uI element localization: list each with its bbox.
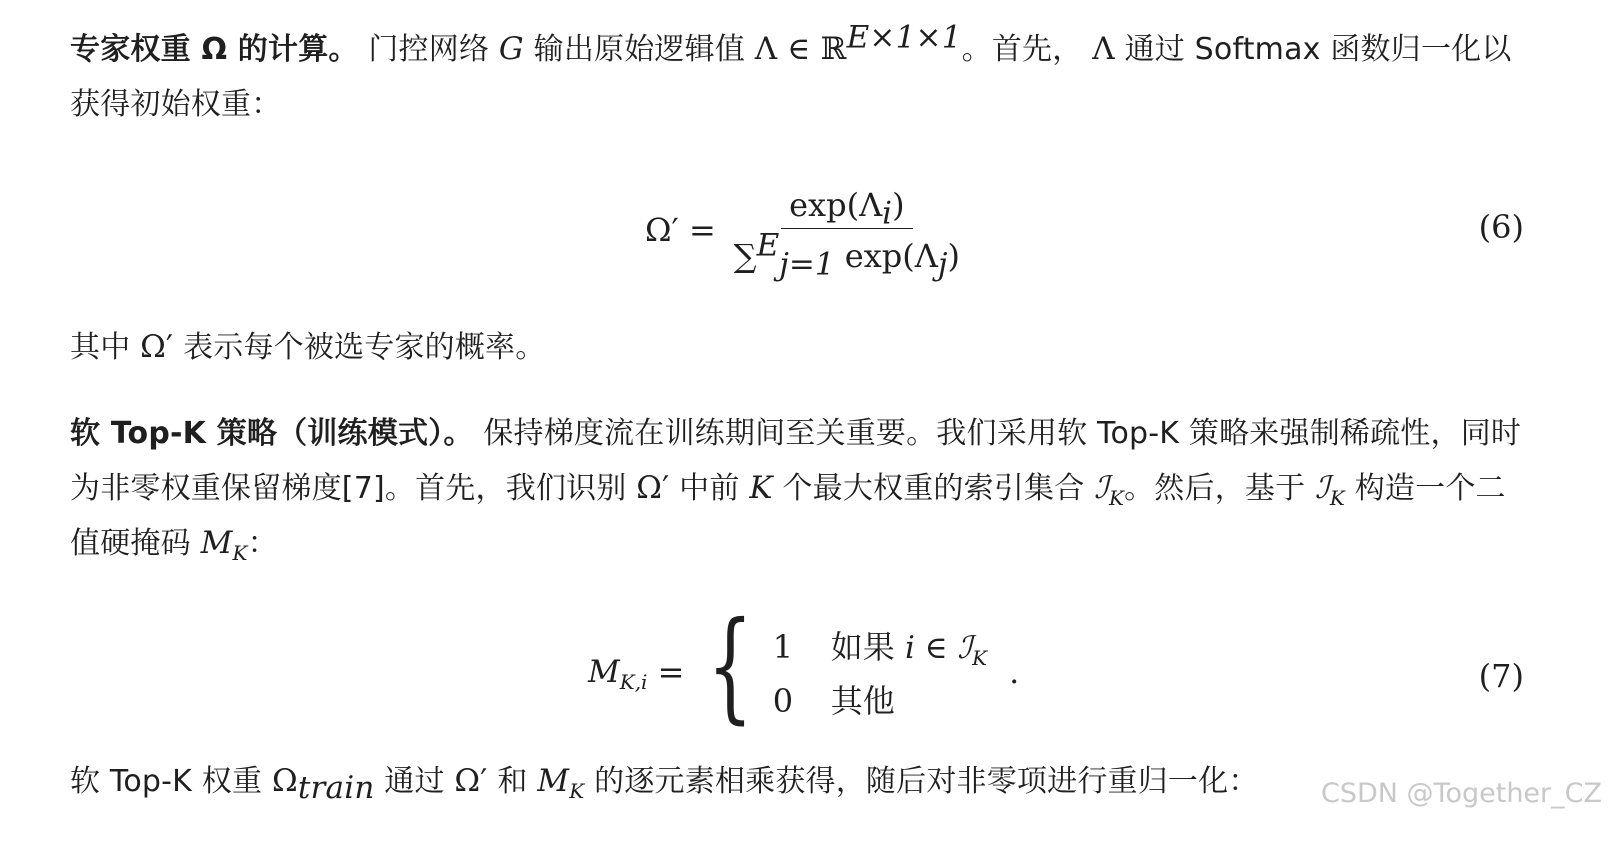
fraction-numerator <box>781 186 912 229</box>
equation-6 <box>70 170 1530 290</box>
sum-symbol: ∑ <box>733 236 757 275</box>
math-superscript: E <box>756 226 780 263</box>
math-symbol: ℐ <box>1315 470 1330 506</box>
text-segment: 门控网络 <box>368 32 490 67</box>
math-symbol: ℐ <box>1094 470 1109 506</box>
math-symbol <box>1315 470 1345 511</box>
paragraph-soft-topk <box>70 406 1530 571</box>
case-value: 0 <box>772 682 794 720</box>
paragraph-expert-weight <box>70 19 1530 132</box>
cases <box>773 622 987 722</box>
case-condition-text: 如果 <box>830 628 895 666</box>
paragraph-soft-topk-weights <box>70 754 1259 809</box>
fraction-denominator <box>730 226 964 282</box>
math-text: exp(Λ <box>844 236 938 275</box>
text-segment: 通过 <box>384 764 445 799</box>
text-segment: ： <box>247 526 278 561</box>
math-symbol <box>271 763 375 807</box>
text-segment: 构造一个二值硬掩码 <box>70 471 1506 561</box>
text-segment: 和 <box>497 764 528 799</box>
text-segment: 保持梯度流在训练期间至关重要。我们采用软 Top-K 策略来强制稀疏性，同时为非零权重保留梯度[7]。首先，我们识别 <box>70 416 1522 506</box>
math-symbol <box>537 763 585 804</box>
math-subscript: K <box>569 779 585 804</box>
equation-period: . <box>1009 653 1020 691</box>
case-value: 1 <box>772 628 794 666</box>
math-symbol: G <box>498 31 524 67</box>
math-subscript: K <box>1108 486 1125 511</box>
math-subscript: K <box>1329 486 1345 511</box>
math-text: ) <box>947 236 960 275</box>
text-segment: 个最大权重的索引集合 <box>782 471 1085 506</box>
math-subscript: K,i <box>619 670 648 695</box>
math-symbol <box>200 525 248 566</box>
equation-lhs: Ω′ = <box>645 211 716 249</box>
math-subscript: K <box>972 646 988 671</box>
text-segment: 的逐元素相乘获得，随后对非零项进行重归一化： <box>594 764 1259 799</box>
math-symbol <box>1094 470 1125 511</box>
math-text: ) <box>892 185 905 224</box>
math-subscript: K <box>232 541 248 566</box>
math-symbol: M <box>588 654 620 690</box>
text-segment: 。首先， <box>961 32 1083 67</box>
equation-body <box>645 170 964 290</box>
paragraph-heading: 软 Top-K 策略（训练模式）。 <box>70 416 474 451</box>
equals-sign: = <box>657 653 685 691</box>
case-condition-text: 其他 <box>830 682 895 720</box>
text-segment: 。然后，基于 <box>1124 471 1306 506</box>
watermark: CSDN @Together_CZ <box>1321 778 1602 809</box>
text-segment: 中前 <box>679 471 740 506</box>
equation-number: (7) <box>1478 657 1524 695</box>
text-segment: 输出原始逻辑值 <box>533 32 746 67</box>
case-row <box>772 622 988 671</box>
math-symbol: Ω′ <box>140 329 174 365</box>
text-segment: 其中 <box>70 330 131 365</box>
fraction <box>730 185 964 282</box>
math-symbol: Ω <box>271 763 298 799</box>
math-expression <box>754 19 962 67</box>
equation-7 <box>70 597 1530 747</box>
equation-lhs <box>588 654 648 695</box>
math-superscript: E×1×1 <box>846 19 962 56</box>
paragraph-probability <box>70 320 545 375</box>
text-segment: 软 Top-K 权重 <box>70 764 263 799</box>
math-subscript: j=1 <box>779 245 835 282</box>
math-symbol: Ω′ <box>636 470 670 506</box>
math-symbol: Λ ∈ ℝ <box>754 31 847 67</box>
equation-number: (6) <box>1478 208 1524 246</box>
left-brace: { <box>707 597 754 736</box>
math-text: exp(Λ <box>789 185 883 224</box>
math-symbol: i ∈ ℐ <box>904 630 973 666</box>
paragraph-heading: 专家权重 Ω 的计算。 <box>70 32 359 67</box>
text-segment: 表示每个被选专家的概率。 <box>183 330 546 365</box>
math-symbol: Λ <box>1092 31 1115 67</box>
math-symbol: K <box>749 470 773 506</box>
case-condition-math <box>904 630 988 671</box>
text-segment: 通过 Softmax 函数归一化以获得初始权重： <box>70 32 1512 122</box>
math-symbol: Ω′ <box>454 763 488 799</box>
math-subscript: i <box>882 194 893 231</box>
math-subscript: j <box>937 245 948 282</box>
case-row <box>773 676 987 722</box>
equation-body <box>588 597 1019 747</box>
math-symbol: M <box>537 763 570 799</box>
math-symbol: M <box>200 525 233 561</box>
math-subscript: train <box>297 770 375 807</box>
